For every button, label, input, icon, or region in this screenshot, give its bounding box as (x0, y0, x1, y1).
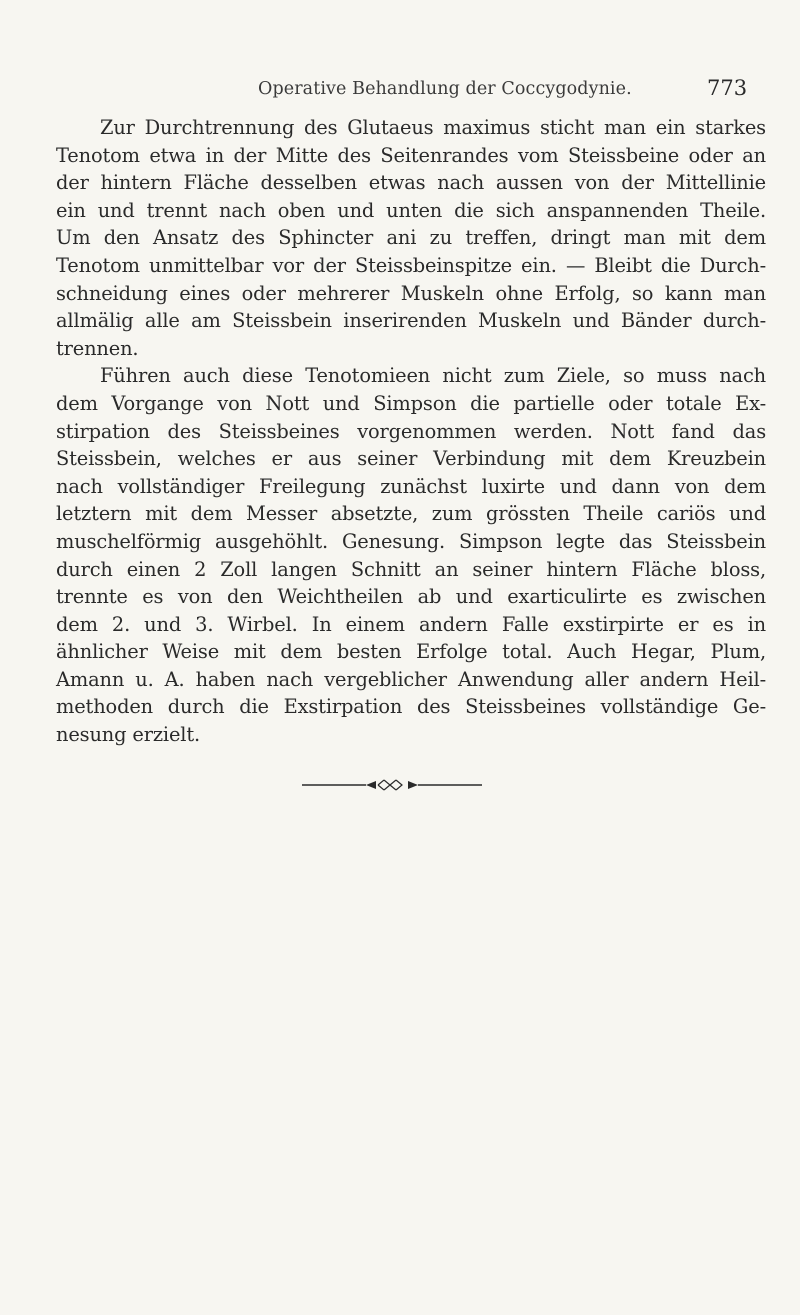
paragraph-1 (56, 114, 766, 362)
text-line: ein und trennt nach oben und unten die sich anspannenden Theile. (56, 198, 766, 222)
running-title: Operative Behandlung der Coccygodynie. (258, 79, 632, 99)
text-line: Tenotom unmittelbar vor der Steissbeinspitze ein. — Bleibt die Durch- (56, 253, 766, 277)
text-line: Zur Durchtrennung des Glutaeus maximus sticht man ein starkes (100, 116, 766, 139)
end-of-section-ornament-icon (302, 778, 482, 792)
page-number: 773 (707, 76, 748, 100)
text-line: dem 2. und 3. Wirbel. In einem andern Falle exstirpirte er es in (56, 612, 766, 636)
text-line: trennte es von den Weichtheilen ab und exarticulirte es zwischen (56, 585, 766, 609)
text-line: Um den Ansatz des Sphincter ani zu treffen, dringt man mit dem (56, 226, 766, 250)
text-line: ähnlicher Weise mit dem besten Erfolge total. Auch Hegar, Plum, (56, 640, 766, 664)
text-line: nesung erzielt. (56, 723, 201, 747)
text-line: methoden durch die Exstirpation des Steissbeines vollständige Ge- (56, 695, 766, 719)
text-line: Führen auch diese Tenotomieen nicht zum Ziele, so muss nach (100, 364, 766, 388)
text-line: schneidung eines oder mehrerer Muskeln ohne Erfolg, so kann man (56, 281, 766, 305)
text-line: stirpation des Steissbeines vorgenommen werden. Nott fand das (56, 419, 766, 443)
text-line: der hintern Fläche desselben etwas nach aussen von der Mittellinie (56, 171, 766, 195)
text-line: nach vollständiger Freilegung zunächst luxirte und dann von dem (56, 474, 766, 498)
text-line: Amann u. A. haben nach vergeblicher Anwendung aller andern Heil- (56, 667, 766, 691)
text-line: durch einen 2 Zoll langen Schnitt an seiner hintern Fläche bloss, (56, 557, 766, 581)
paragraph-2 (56, 362, 766, 748)
text-line: Steissbein, welches er aus seiner Verbindung mit dem Kreuzbein (56, 447, 766, 471)
body-text (56, 114, 766, 749)
text-line: allmälig alle am Steissbein inserirenden Muskeln und Bänder durch- (56, 309, 766, 333)
text-line: muschelförmig ausgehöhlt. Genesung. Simpson legte das Steissbein (56, 529, 766, 553)
text-line: Tenotom etwa in der Mitte des Seitenrandes vom Steissbeine oder an (56, 143, 766, 167)
text-line: letztern mit dem Messer absetzte, zum grössten Theile cariös und (56, 502, 766, 526)
text-line: dem Vorgange von Nott und Simpson die partielle oder totale Ex- (56, 391, 766, 415)
text-line: trennen. (56, 336, 139, 360)
